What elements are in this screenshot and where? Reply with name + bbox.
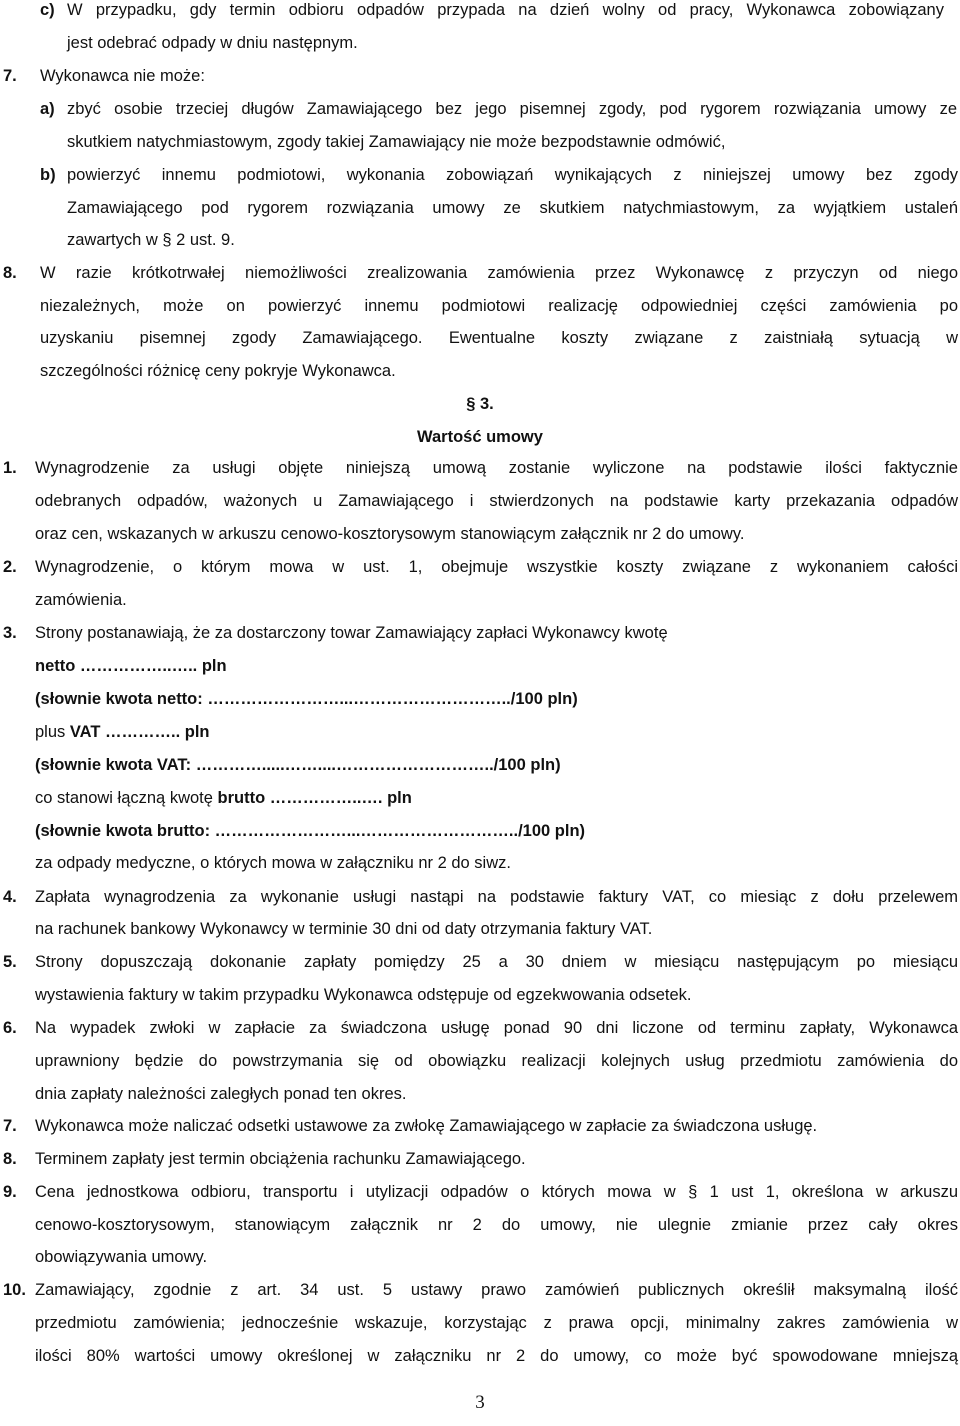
point-7-text: Wykonawca nie może: [40,67,205,85]
clause-1-text-cont2: oraz cen, wskazanych w arkuszu cenowo-kosztorysowym stanowiącym załącznik nr 2 do umowy. [35,525,745,543]
clause-3-label: 3. [3,624,17,642]
clause-5-text-cont: wystawienia faktury w takim przypadku Wykonawca odstępuje od egzekwowania odsetek. [35,986,692,1004]
section-number-text: § 3. [466,395,494,413]
item-b-label: b) [40,166,56,184]
section-number [0,388,960,421]
clause-7-text: Wykonawca może naliczać odsetki ustawowe za zwłokę Zamawiającego w zapłacie za świadczona usługę. [35,1117,818,1135]
page-number: 3 [475,1392,485,1413]
clause-10-text-cont: przedmiotu zamówienia; jednocześnie wskazuje, korzystając z prawa opcji, minimalny zakres zamówienia w [35,1314,958,1332]
clause-9-text-cont2: obowiązywania umowy. [35,1248,208,1266]
clause-10-label: 10. [3,1281,26,1299]
clause-9-label: 9. [3,1183,17,1201]
clause-4-label: 4. [3,888,17,906]
clause-1-text: Wynagrodzenie za usługi objęte niniejszą umową zostanie wyliczone na podstawie ilości faktycznie [35,459,958,477]
clause-1-text-cont: odebranych odpadów, ważonych u Zamawiającego i stwierdzonych na podstawie karty przekazania odpadów [35,492,958,510]
brutto-amount: brutto ……………..…. pln [217,789,412,807]
item-b-text-cont2: zawartych w § 2 ust. 9. [67,231,235,249]
netto-words: (słownie kwota netto: ……………………...………………………../100 pln) [35,690,578,708]
clause-2-text: Wynagrodzenie, o którym mowa w ust. 1, obejmuje wszystkie koszty związane z wykonaniem całości [35,558,958,576]
clause-1-label: 1. [3,459,17,477]
item-b-text-cont: Zamawiającego pod rygorem rozwiązania umowy ze skutkiem natychmiastowym, za wyjątkiem ustaleń [67,199,958,217]
clause-8-text: Terminem zapłaty jest termin obciążenia rachunku Zamawiającego. [35,1150,526,1168]
clause-8-label: 8. [3,1150,17,1168]
vat-amount: VAT ………….. pln [69,723,210,741]
clause-4-text-cont: na rachunek bankowy Wykonawcy w terminie 30 dni od daty otrzymania faktury VAT. [35,920,653,938]
clause-10-text-cont2: ilości 80% wartości umowy określonej w załączniku nr 2 do umowy, co może być spowodowane mniejszą [35,1347,958,1365]
clause-9-text: Cena jednostkowa odbioru, transportu i utylizacji odpadów o których mowa w § 1 ust 1, określona w arkuszu [35,1183,958,1201]
clause-9-text-cont: cenowo-kosztorysowym, stanowiącym załącznik nr 2 do umowy, nie ulegnie zmianie przez cały okres [35,1216,958,1234]
point-8-text: W razie krótkotrwałej niemożliwości zrealizowania zamówienia przez Wykonawcę z przyczyn od niego [40,264,958,282]
clause-5-label: 5. [3,953,17,971]
clause-10-text: Zamawiający, zgodnie z art. 34 ust. 5 ustawy prawo zamówień publicznych określił maksymalną ilość [35,1281,958,1299]
point-8-text-cont3: szczególności różnicę ceny pokryje Wykonawca. [40,362,396,380]
item-a-text: zbyć osobie trzeciej długów Zamawiającego bez jego pisemnej zgody, pod rygorem rozwiązania umowy ze [67,100,957,118]
brutto-prefix: co stanowi łączną kwotę [35,789,218,807]
section-title [0,421,960,454]
clause-6-label: 6. [3,1019,17,1037]
clause-3-tail-text: za odpady medyczne, o których mowa w załączniku nr 2 do siwz. [35,854,511,872]
point-7-label: 7. [3,67,17,85]
clause-2-text-cont: zamówienia. [35,591,127,609]
item-c-text-cont: jest odebrać odpady w dniu następnym. [67,34,358,52]
clause-3-text: Strony postanawiają, że za dostarczony towar Zamawiający zapłaci Wykonawcy kwotę [35,624,668,642]
item-a-label: a) [40,100,55,118]
clause-5-text: Strony dopuszczają dokonanie zapłaty pomiędzy 25 a 30 dniem w miesiącu następującym po miesiącu [35,953,958,971]
item-c-text: W przypadku, gdy termin odbioru odpadów przypada na dzień wolny od pracy, Wykonawca zobowiązany [67,1,944,19]
point-8-text-cont2: uzyskaniu pisemnej zgody Zamawiającego. Ewentualne koszty związane z zaistniałą sytuacją w [40,329,958,347]
clause-6-text-cont2: dnia zapłaty należności zaległych ponad ten okres. [35,1085,407,1103]
section-title-text: Wartość umowy [417,428,543,446]
netto-amount: netto ……………..….. pln [35,657,227,675]
vat-words: (słownie kwota VAT: ………….....……....………………………../100 pln) [35,756,561,774]
brutto-words: (słownie kwota brutto: ……………………...………………………../100 pln) [35,822,586,840]
clause-2-label: 2. [3,558,17,576]
item-c-label: c) [40,1,55,19]
clause-6-text: Na wypadek zwłoki w zapłacie za świadczona usługę ponad 90 dni liczone od terminu zapłaty, Wykonawca [35,1019,958,1037]
point-8-text-cont: niezależnych, może on powierzyć innemu podmiotowi realizację odpowiedniej części zamówienia po [40,297,958,315]
clause-6-text-cont: uprawniony będzie do powstrzymania się od obowiązku realizacji kolejnych usług przedmiotu zamówienia do [35,1052,958,1070]
clause-4-text: Zapłata wynagrodzenia za wykonanie usługi nastąpi na podstawie faktury VAT, co miesiąc z dołu przelewem [35,888,958,906]
point-8-label: 8. [3,264,17,282]
clause-7-label: 7. [3,1117,17,1135]
vat-prefix: plus [35,723,70,741]
item-b-text: powierzyć innemu podmiotowi, wykonania zobowiązań wynikających z niniejszej umowy bez zgody [67,166,958,184]
item-a-text-cont: skutkiem natychmiastowym, zgody takiej Zamawiający nie może bezpodstawnie odmówić, [67,133,726,151]
